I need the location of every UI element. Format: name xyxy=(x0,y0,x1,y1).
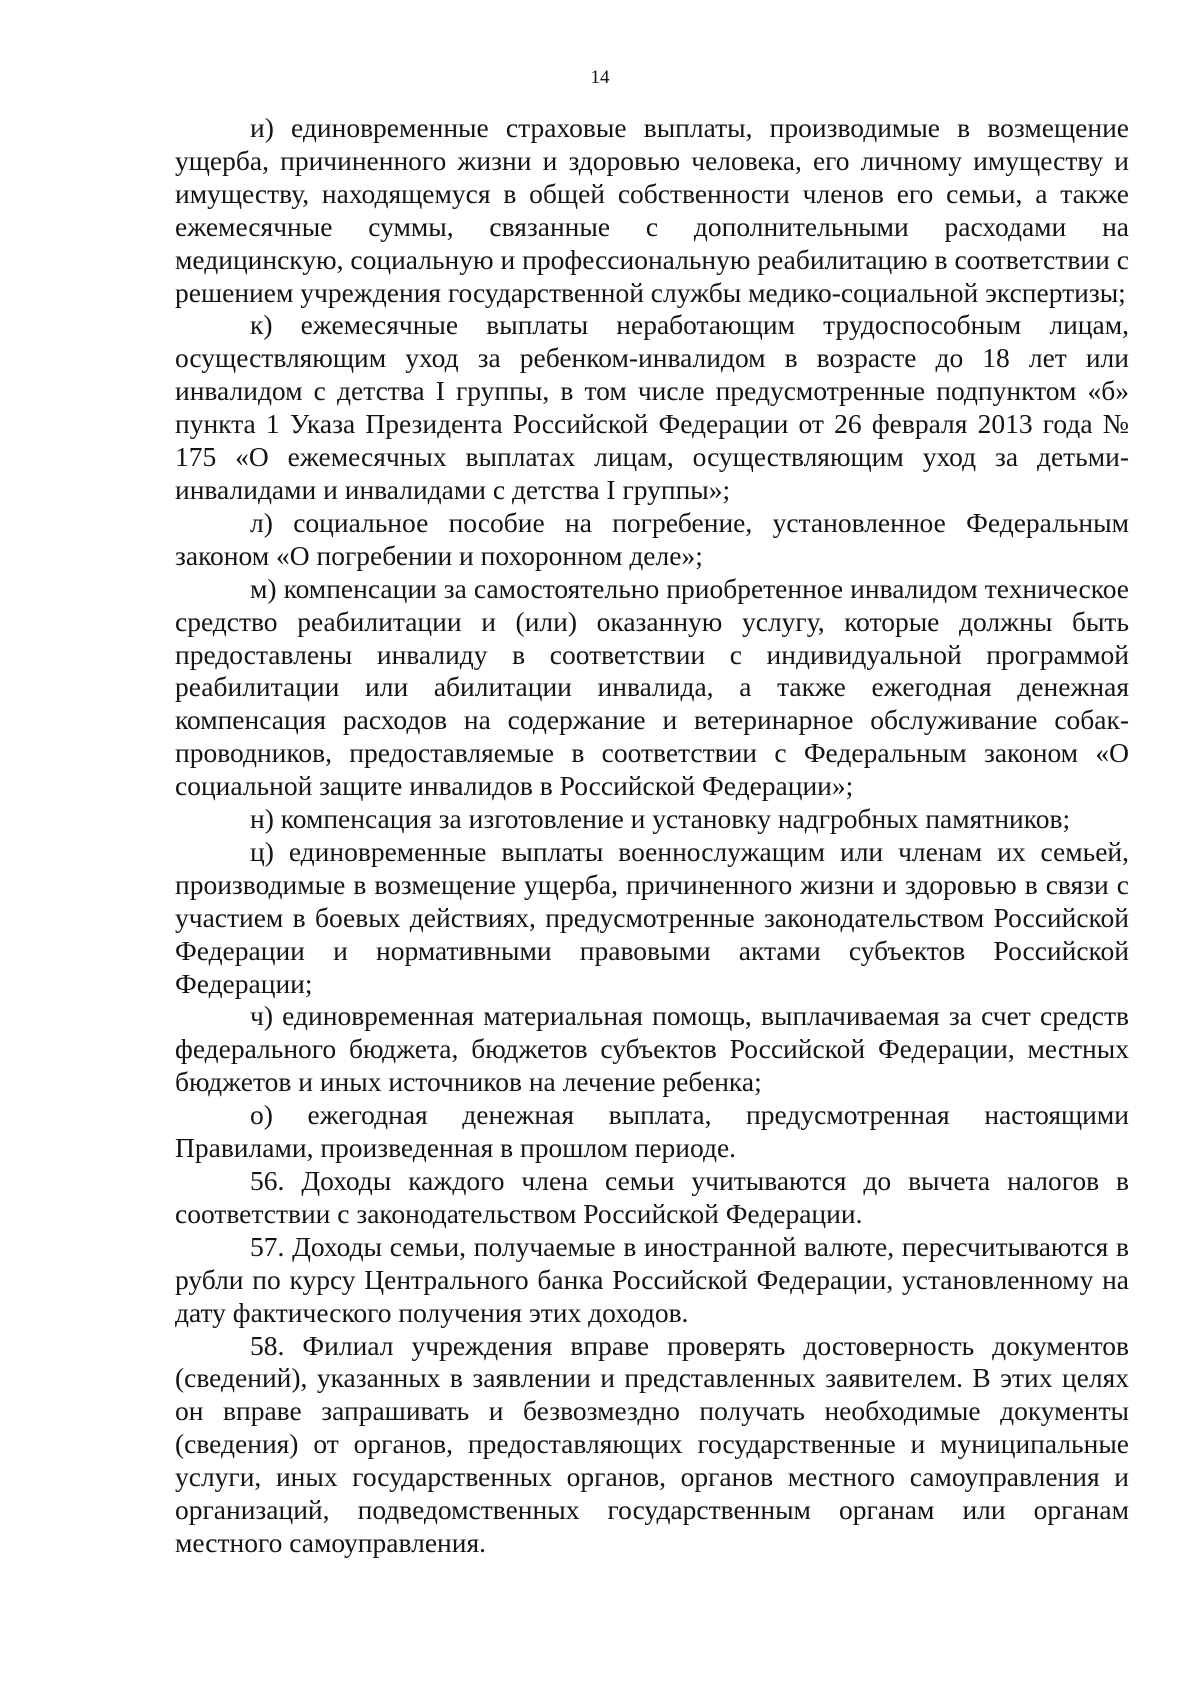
paragraph-58: 58. Филиал учреждения вправе проверять достоверность документов (сведений), указанных в заявлении и представленных заявителем. В этих целях он вправе запрашивать и безвозмездно получать необходимые документы (сведения) от органов, предоставляющих государственные и муниципальные услуги, иных государственных органов, органов местного самоуправления и организаций, подведомственных государственным органам или органам местного самоуправления. xyxy=(175,1329,1129,1558)
paragraph-56: 56. Доходы каждого члена семьи учитываются до вычета налогов в соответствии с законодательством Российской Федерации. xyxy=(175,1165,1129,1229)
paragraph-item-ts: ц) единовременные выплаты военнослужащим или членам их семьей, производимые в возмещение ущерба, причиненного жизни и здоровью в связи с участием в боевых действиях, предусмотренные законодательством Российской Федерации и нормативными правовыми актами субъектов Российской Федерации; xyxy=(175,835,1129,999)
paragraph-item-k: к) ежемесячные выплаты неработающим трудоспособным лицам, осуществляющим уход за ребенком-инвалидом в возрасте до 18 лет или инвалидом с детства I группы, в том числе предусмотренные подпунктом «б» пункта 1 Указа Президента Российской Федерации от 26 февраля 2013 года № 175 «О ежемесячных выплатах лицам, осуществляющим уход за детьми-инвалидами и инвалидами с детства I группы»; xyxy=(175,309,1129,505)
paragraph-item-n: н) компенсация за изготовление и установку надгробных памятников; xyxy=(250,803,1071,835)
paragraph-item-ch: ч) единовременная материальная помощь, выплачиваемая за счет средств федерального бюджета, бюджетов субъектов Российской Федерации, местных бюджетов и иных источников на лечение ребенка; xyxy=(175,1000,1129,1098)
paragraph-item-m: м) компенсации за самостоятельно приобретенное инвалидом техническое средство реабилитации и (или) оказанную услугу, которые должны быть предоставлены инвалиду в соответствии с индивидуальной программой реабилитации или абилитации инвалида, а также ежегодная денежная компенсация расходов на содержание и ветеринарное обслуживание собак-проводников, предоставляемые в соответствии с Федеральным законом «О социальной защите инвалидов в Российской Федерации»; xyxy=(175,572,1129,802)
paragraph-57: 57. Доходы семьи, получаемые в иностранной валюте, пересчитываются в рубли по курсу Центрального банка Российской Федерации, установленному на дату фактического получения этих доходов. xyxy=(175,1230,1129,1328)
page-number: 14 xyxy=(590,67,610,88)
paragraph-item-l: л) социальное пособие на погребение, установленное Федеральным законом «О погребении и похоронном деле»; xyxy=(175,506,1129,571)
paragraph-item-i: и) единовременные страховые выплаты, производимые в возмещение ущерба, причиненного жизни и здоровью человека, его личному имуществу и имуществу, находящемуся в общей собственности членов его семьи, а также ежемесячные суммы, связанные с дополнительными расходами на медицинскую, социальную и профессиональную реабилитацию в соответствии с решением учреждения государственной службы медико-социальной экспертизы; xyxy=(175,112,1129,308)
paragraph-item-o: о) ежегодная денежная выплата, предусмотренная настоящими Правилами, произведенная в прошлом периоде. xyxy=(175,1099,1129,1164)
document-body xyxy=(175,112,1129,1560)
